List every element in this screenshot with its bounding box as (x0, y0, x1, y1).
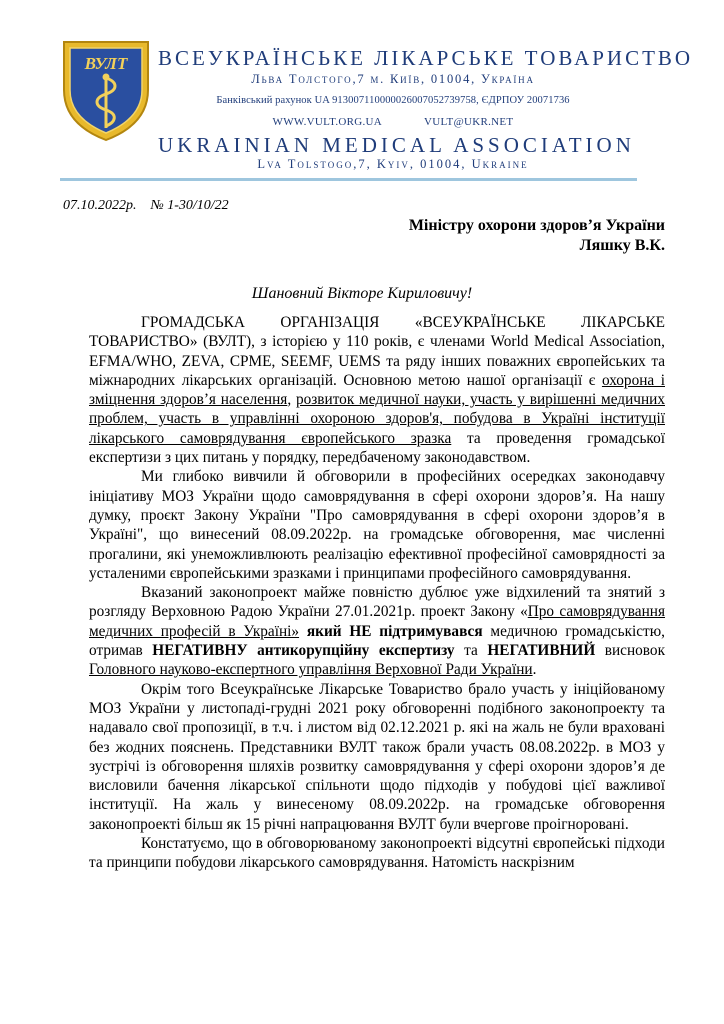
org-address-ua: Льва Толстого,7 м. Київ, 01004, Україна (251, 72, 535, 86)
p3-text-end: . (532, 661, 537, 679)
org-address-en: Lva Tolstogo,7, Kyiv, 01004, Ukraine (257, 157, 529, 171)
paragraph-3 (89, 583, 665, 679)
addressee-position: Міністру охорони здоров’я України (408, 217, 665, 234)
logo-lettering: ВУЛТ (84, 54, 128, 73)
p3-text-2: медичною громадськістю, отримав (89, 622, 665, 660)
paragraph-5: Констатуємо, що в обговорюваному законопроекті відсутні європейські підходи та принципи побудови лікарського самоврядування. Натомість наскрізним (89, 835, 665, 872)
p3-bold-not-supported: який НЕ підтримувався (299, 622, 483, 640)
p3-bold-negative: НЕГАТИВНИЙ (487, 642, 596, 660)
p3-text-4: висновок (595, 642, 665, 660)
p1-underlined-goal-1: охорона і зміцнення здоров’я населення (89, 371, 665, 409)
header-divider (60, 178, 637, 181)
org-contacts (158, 116, 628, 128)
addressee-name: Ляшку В.К. (579, 237, 665, 254)
p3-underlined-directorate: Головного науково-експертного управління Верховної Ради України (89, 661, 533, 679)
letter-date: 07.10.2022р. (63, 198, 137, 213)
letter-number: № 1-30/10/22 (150, 198, 229, 213)
p1-underlined-goal-2: розвиток медичної науки, участь у вирішенні медичних проблем, участь в управлінні охороною здоров'я, побудова в Україні інституції лікарського самоврядування європейського зразка (89, 391, 665, 447)
p3-underlined-law-title: Про самоврядування медичних професій в Україні» (89, 603, 665, 640)
salutation: Шановний Вікторе Кириловичу! (251, 285, 473, 302)
p3-bold-negative-expertise: НЕГАТИВНУ антикорупційну експертизу (152, 642, 455, 660)
website-link[interactable]: WWW.VULT.ORG.UA (272, 116, 383, 128)
association-logo (60, 38, 152, 142)
addressee-block (409, 216, 665, 256)
org-title-ua: ВСЕУКРАЇНСЬКЕ ЛІКАРСЬКЕ ТОВАРИСТВО (158, 46, 694, 70)
p1-text: ГРОМАДСЬКА ОРГАНІЗАЦІЯ «ВСЕУКРАЇНСЬКЕ ЛІКАРСЬКЕ ТОВАРИСТВО» (ВУЛТ), з історією у 110 років, є членами World Medical Association, EFMA/WHO, ZEVA, CPME, SEEMF, UEMS та ряду інших поважних європейських та міжнародних лікарських організацій. Основною метою нашої організації є (89, 314, 665, 389)
paragraph-1 (89, 313, 665, 467)
p3-text: Вказаний законопроект майже повністю дублює уже відхилений та знятий з розгляду Верховною Радою України 27.01.2021р. проект Закону « (89, 584, 665, 621)
paragraph-2: Ми глибоко вивчили й обговорили в професійних осередках законодавчу ініціативу МОЗ України щодо самоврядування в сфері охорони здоров’я. На нашу думку, проєкт Закону України "Про самоврядування в сфері охорони здоров’я в Україні", що винесений 08.09.2022р. на громадське обговорення, має численні прогалини, які унеможливлюють реалізацію ефективної професійної самоврядності за усталеними європейськими зразками і принципами професійного самоврядування. (89, 468, 665, 582)
org-bank-details: Банківський рахунок UA 913007110000026007052739758, ЄДРПОУ 20071736 (216, 95, 570, 106)
org-title-en: UKRAINIAN MEDICAL ASSOCIATION (158, 133, 635, 157)
letter-body (89, 313, 665, 873)
p1-separator: , (287, 391, 296, 409)
p3-text-3: та (454, 642, 488, 660)
email-link[interactable]: VULT@UKR.NET (424, 116, 514, 128)
p1-text-end: та проведення громадської експертизи з цих питань у порядку, передбаченому законодавством. (89, 429, 665, 467)
letter-reference (63, 198, 229, 214)
paragraph-4: Окрім того Всеукраїнське Лікарське Товариство брало участь у ініційованому МОЗ України у листопаді-грудні 2021 року обговоренні подібного законопроекту та надавало свої пропозиції, в т.ч. і листом від 02.12.2021 р. які на жаль не були враховані без жодних пояснень. Представники ВУЛТ також брали участь 08.08.2022р. в МОЗ у зустрічі із обговорення шляхів розвитку самоврядування у сфері охорони здоров’я де висловили бачення лікарської спільноти щодо підходів у побудові цієї важливої інституції. На жаль у винесеному 08.09.2022р. на громадське обговорення законопроекті більш як 15 річні напрацювання ВУЛТ були вчергове проігноровані. (89, 680, 665, 833)
